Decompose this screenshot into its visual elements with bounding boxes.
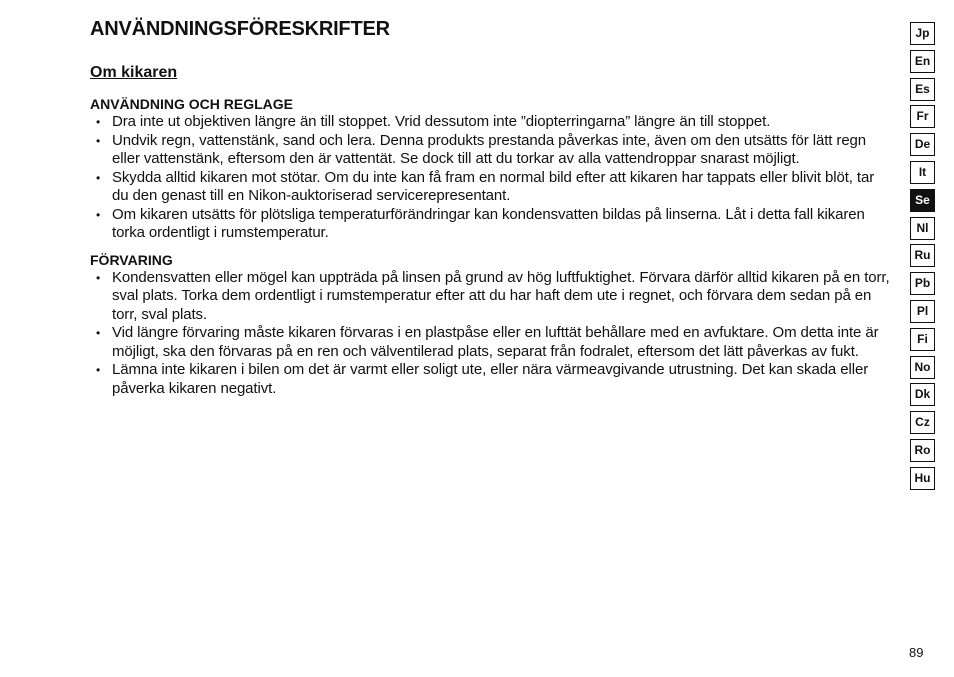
language-tab-hu[interactable]: Hu xyxy=(910,467,935,490)
language-tab-fi[interactable]: Fi xyxy=(910,328,935,351)
list-item: • Dra inte ut objektiven längre än till stoppet. Vrid dessutom inte ”diopterringarna” längre än till stoppet. xyxy=(90,113,890,132)
list-item: • Lämna inte kikaren i bilen om det är varmt eller soligt ute, eller nära värmeavgivande utrustning. Det kan skada eller påverka kikaren negativt. xyxy=(90,361,890,398)
document-body xyxy=(90,18,890,398)
usage-list xyxy=(90,113,890,243)
language-tab-pl[interactable]: Pl xyxy=(910,300,935,323)
storage-heading: FÖRVARING xyxy=(90,251,173,268)
language-tab-cz[interactable]: Cz xyxy=(910,411,935,434)
list-item: • Skydda alltid kikaren mot stötar. Om du inte kan få fram en normal bild efter att kikaren har tappats eller blivit blöt, tar du den genast till en Nikon-auktoriserad servicerepresentant. xyxy=(90,169,890,206)
list-item: • Undvik regn, vattenstänk, sand och lera. Denna produkts prestanda påverkas inte, även om den utsätts för lätt regn eller vattenstänk, eftersom den är vattentät. Se dock till att du torkar av alla vattendroppar snarast möjligt. xyxy=(90,132,890,169)
language-tab-se[interactable]: Se xyxy=(910,189,935,212)
list-item: • Om kikaren utsätts för plötsliga temperaturförändringar kan kondensvatten bildas på linserna. Låt i detta fall kikaren torka ordentligt i rumstemperatur. xyxy=(90,206,890,243)
language-tab-fr[interactable]: Fr xyxy=(910,105,935,128)
storage-section xyxy=(90,252,890,399)
language-tab-en[interactable]: En xyxy=(910,50,935,73)
usage-heading: ANVÄNDNING OCH REGLAGE xyxy=(90,96,294,112)
section-title: Om kikaren xyxy=(90,64,178,81)
language-tab-pb[interactable]: Pb xyxy=(910,272,935,295)
usage-section xyxy=(90,96,890,243)
language-tab-jp[interactable]: Jp xyxy=(910,22,935,45)
page-title: ANVÄNDNINGSFÖRESKRIFTER xyxy=(90,18,390,40)
language-tab-ro[interactable]: Ro xyxy=(910,439,935,462)
language-tab-de[interactable]: De xyxy=(910,133,935,156)
language-tab-es[interactable]: Es xyxy=(910,78,935,101)
storage-list xyxy=(90,269,890,399)
language-tab-ru[interactable]: Ru xyxy=(910,244,935,267)
page-number: 89 xyxy=(909,645,924,660)
language-tab-dk[interactable]: Dk xyxy=(910,383,935,406)
language-tab-nl[interactable]: Nl xyxy=(910,217,935,240)
language-tab-no[interactable]: No xyxy=(910,356,935,379)
language-tab-it[interactable]: It xyxy=(910,161,935,184)
list-item: • Kondensvatten eller mögel kan uppträda på linsen på grund av hög luftfuktighet. Förvara därför alltid kikaren på en torr, sval plats. Torka dem ordentligt i rumstemperatur efter att du har haft dem ute i regnet, och förvara dem sedan på en torr, sval plats. xyxy=(90,269,890,325)
language-tabs xyxy=(910,22,935,495)
list-item: • Vid längre förvaring måste kikaren förvaras i en plastpåse eller en lufttät behållare med en avfuktare. Om detta inte är möjligt, ska den förvaras på en ren och välventilerad plats, separat från fodralet, eftersom det lätt påverkas av fukt. xyxy=(90,324,890,361)
